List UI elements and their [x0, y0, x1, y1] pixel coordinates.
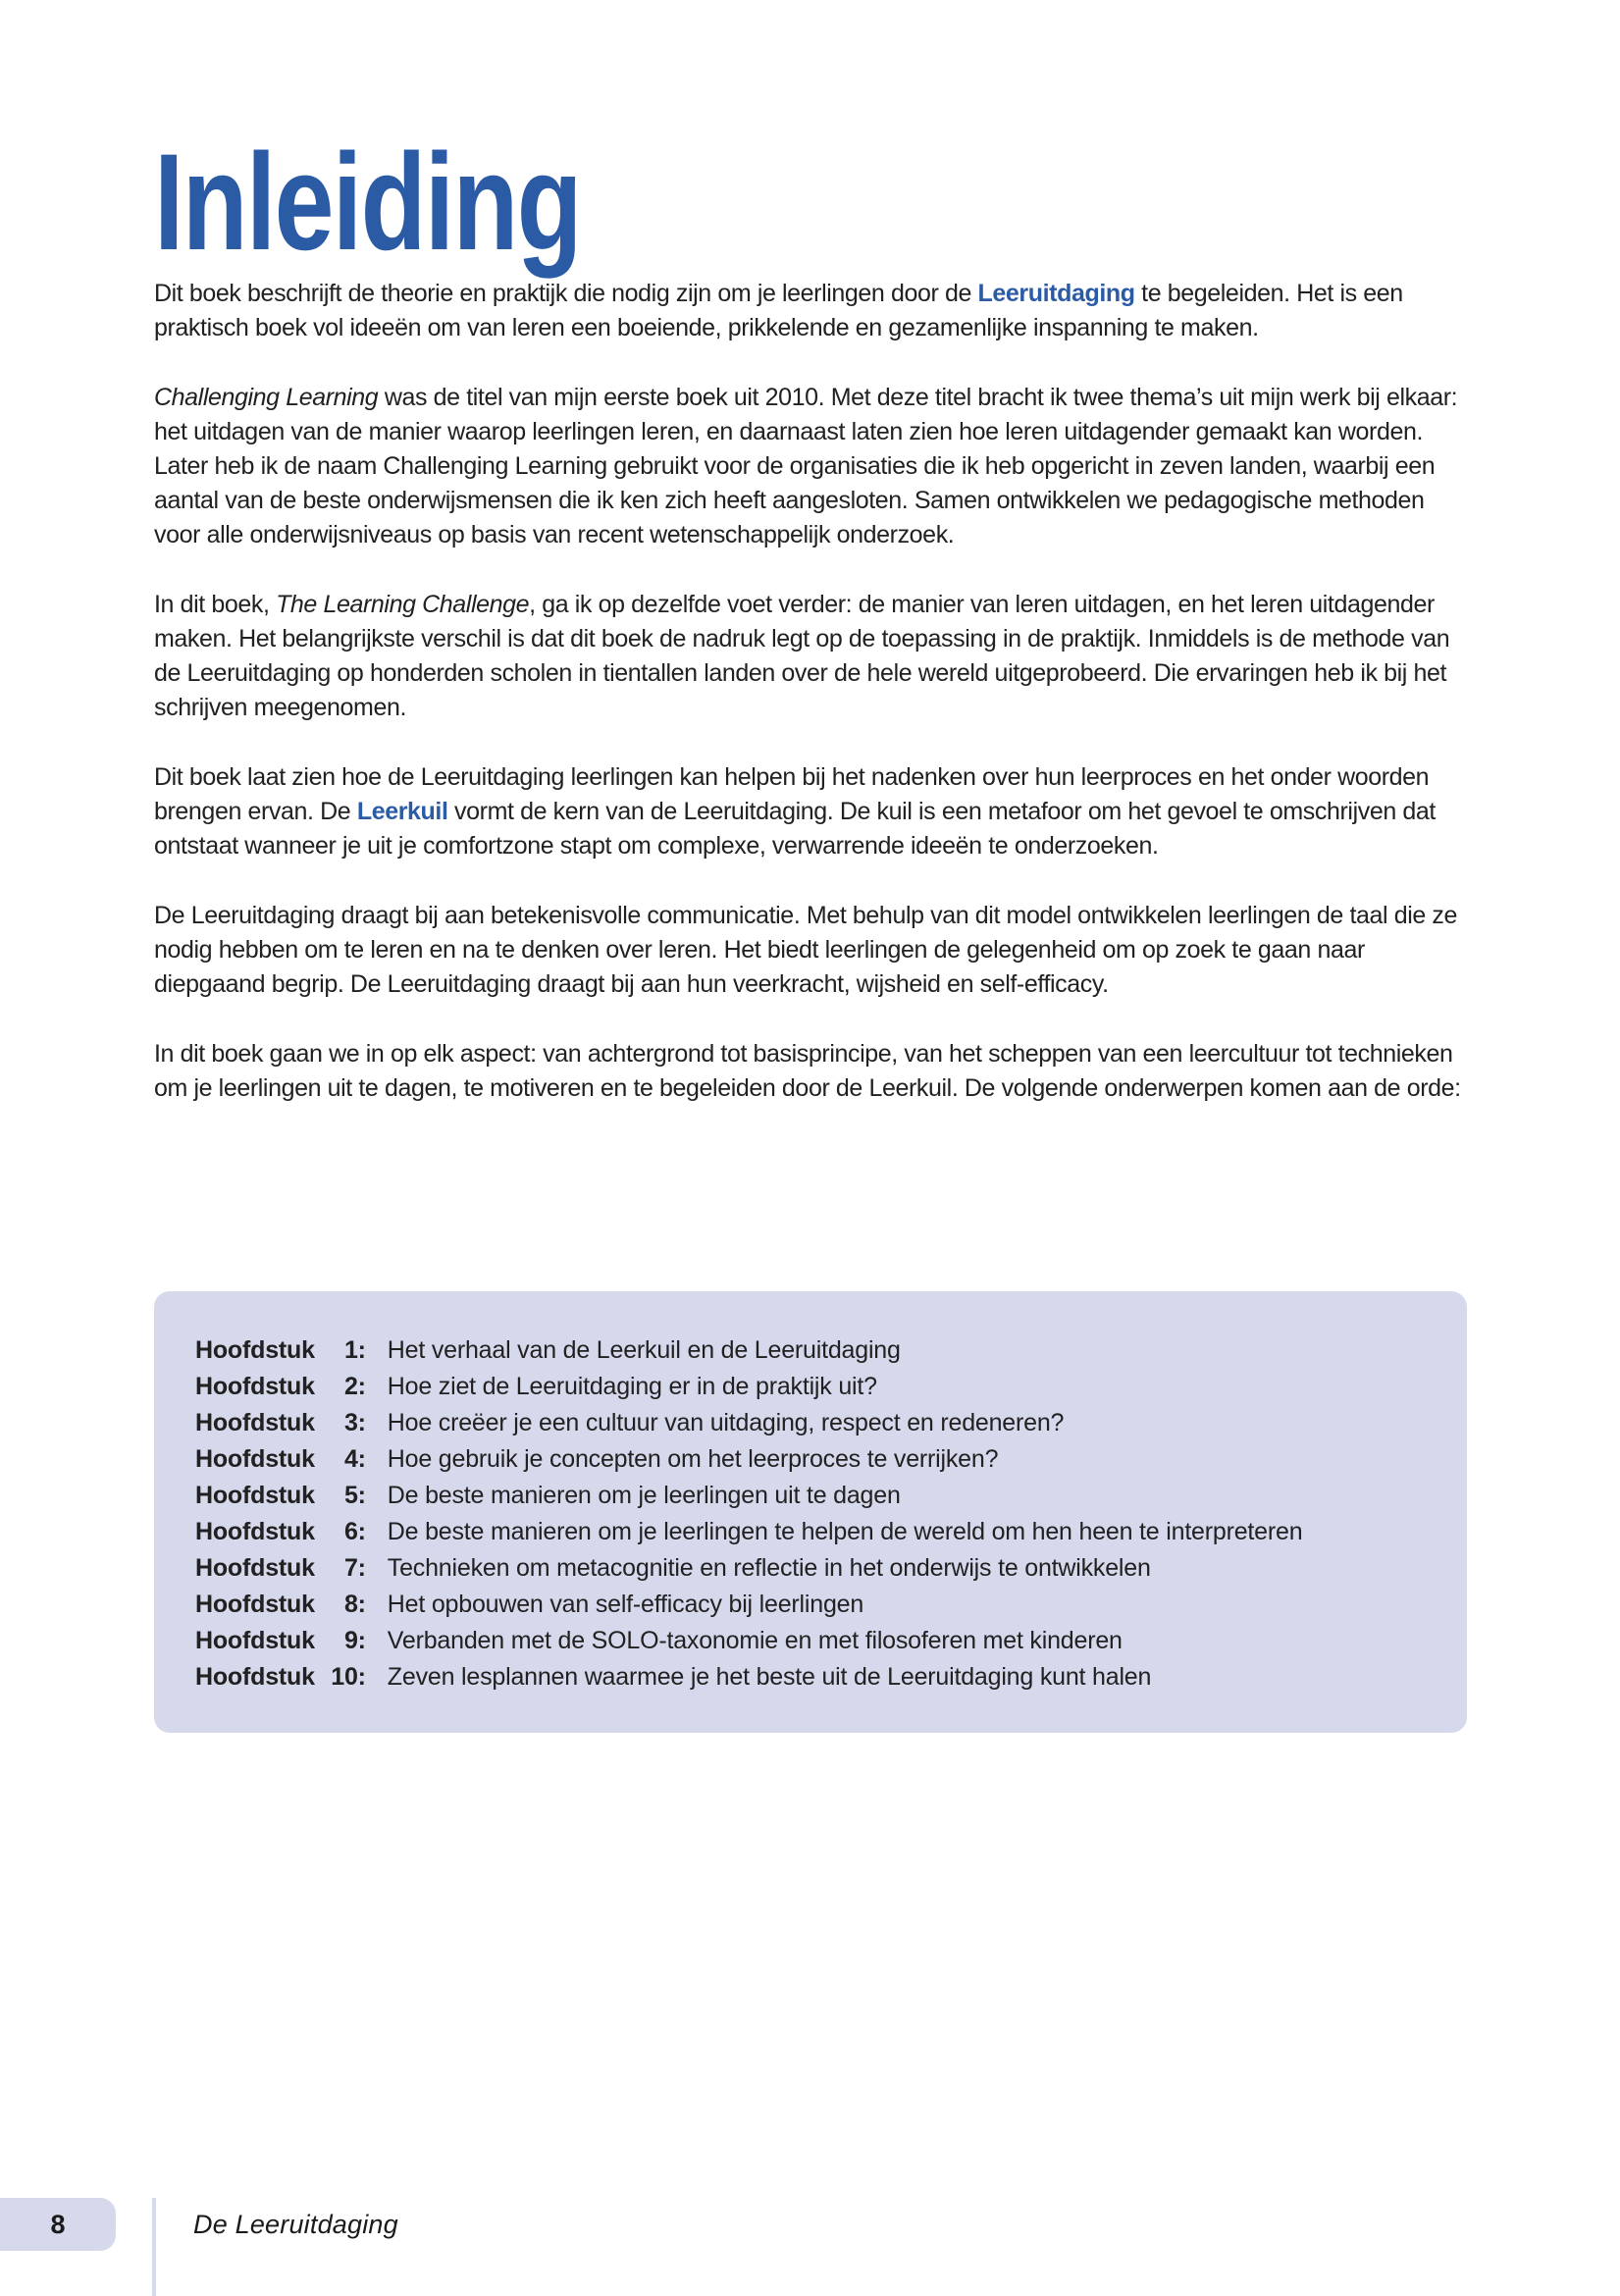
chapter-row: [195, 1405, 1437, 1441]
paragraph: In dit boek gaan we in op elk aspect: van achtergrond tot basisprincipe, van het scheppen van een leercultuur tot technieken om je leerlingen uit te dagen, te motiveren en te begeleiden door de Leerkuil. De volgende onderwerpen komen aan de orde:: [154, 1040, 1461, 1102]
chapter-title: Hoe creëer je een cultuur van uitdaging, respect en redeneren?: [387, 1409, 1065, 1436]
chapter-label: Hoofdstuk: [195, 1445, 315, 1473]
book-title-italic: Challenging Learning: [154, 384, 379, 411]
footer-book-title: De Leeruitdaging: [193, 2209, 398, 2239]
chapter-number: 9:: [343, 1627, 366, 1654]
chapter-title: Hoe gebruik je concepten om het leerproces te verrijken?: [387, 1445, 999, 1473]
chapter-title: De beste manieren om je leerlingen te helpen de wereld om hen heen te interpreteren: [387, 1518, 1303, 1545]
chapter-number: 2:: [343, 1373, 366, 1400]
chapter-title: Het opbouwen van self-efficacy bij leerlingen: [387, 1591, 864, 1618]
chapter-row: [195, 1478, 1437, 1514]
chapter-title: Technieken om metacognitie en reflectie in het onderwijs te ontwikkelen: [387, 1554, 1151, 1582]
paragraph-text: was de titel van mijn eerste boek uit 2010. Met deze titel bracht ik twee thema’s uit mijn werk bij elkaar: het uitdagen van de manier waarop leerlingen leren, en daarnaast laten zien hoe leren uitdagender gemaakt kan worden. Later heb ik de naam Challenging Learning gebruikt voor de organisaties die ik heb opgericht in zeven landen, waarbij een aantal van de beste onderwijsmensen die ik ken zich heeft aangesloten. Samen ontwikkelen we pedagogische methoden voor alle onderwijsniveaus op basis van recent wetenschappelijk onderzoek.: [154, 384, 1458, 548]
chapter-title: Hoe ziet de Leeruitdaging er in de praktijk uit?: [387, 1373, 877, 1400]
term-leeruitdaging: Leeruitdaging: [977, 280, 1135, 307]
page-number: 8: [50, 2209, 66, 2239]
chapter-title: De beste manieren om je leerlingen uit te dagen: [387, 1482, 901, 1509]
chapter-list-panel: [154, 1291, 1467, 1733]
chapter-row: [195, 1550, 1437, 1587]
term-leerkuil: Leerkuil: [356, 798, 448, 825]
chapter-label: Hoofdstuk: [195, 1336, 315, 1364]
chapter-label: Hoofdstuk: [195, 1591, 315, 1618]
paragraph: [154, 760, 1477, 863]
paragraph: De Leeruitdaging draagt bij aan betekenisvolle communicatie. Met behulp van dit model ontwikkelen leerlingen de taal die ze nodig hebben om te leren en na te denken over leren. Het biedt leerlingen de gelegenheid om op zoek te gaan naar diepgaand begrip. De Leeruitdaging draagt bij aan hun veerkracht, wijsheid en self-efficacy.: [154, 902, 1458, 998]
page-title: Inleiding: [154, 125, 581, 279]
paragraph-text: te begeleiden. Het is een praktisch boek vol ideeën om van leren een boeiende, prikkelende en gezamenlijke inspanning te maken.: [154, 280, 1403, 341]
book-title-italic: The Learning Challenge: [276, 591, 530, 618]
chapter-row: [195, 1369, 1437, 1405]
paragraph: [154, 381, 1477, 552]
chapter-label: Hoofdstuk: [195, 1554, 315, 1582]
chapter-label: Hoofdstuk: [195, 1409, 315, 1436]
paragraph-text: Dit boek beschrijft de theorie en praktijk die nodig zijn om je leerlingen door de: [154, 280, 978, 307]
chapter-number: 1:: [343, 1336, 366, 1364]
footer-divider: [152, 2198, 156, 2296]
paragraph-text: vormt de kern van de Leeruitdaging. De kuil is een metafoor om het gevoel te omschrijven dat ontstaat wanneer je uit je comfortzone stapt om complexe, verwarrende ideeën te onderzoeken.: [154, 798, 1436, 860]
body-text: [154, 277, 1477, 1141]
chapter-label: Hoofdstuk: [195, 1627, 315, 1654]
chapter-row: [195, 1587, 1437, 1623]
chapter-number: 5:: [343, 1482, 366, 1509]
paragraph-text: , ga ik op dezelfde voet verder: de manier van leren uitdagen, en het leren uitdagender maken. Het belangrijkste verschil is dat dit boek de nadruk legt op de toepassing in de praktijk. Inmiddels is de methode van de Leeruitdaging op honderden scholen in tientallen landen over de hele wereld uitgeprobeerd. Die ervaringen heb ik bij het schrijven meegenomen.: [154, 591, 1450, 721]
paragraph-text: In dit boek,: [154, 591, 277, 618]
chapter-number: 8:: [343, 1591, 366, 1618]
chapter-title: Zeven lesplannen waarmee je het beste uit de Leeruitdaging kunt halen: [387, 1663, 1152, 1691]
paragraph: [154, 277, 1477, 345]
chapter-number: 3:: [343, 1409, 366, 1436]
chapter-row: [195, 1623, 1437, 1659]
chapter-row: [195, 1659, 1437, 1696]
chapter-label: Hoofdstuk: [195, 1373, 315, 1400]
chapter-row: [195, 1514, 1437, 1550]
chapter-row: [195, 1441, 1437, 1478]
chapter-label: Hoofdstuk: [195, 1518, 315, 1545]
chapter-row: [195, 1332, 1437, 1369]
chapter-title: Verbanden met de SOLO-taxonomie en met filosoferen met kinderen: [387, 1627, 1123, 1654]
paragraph: [154, 588, 1477, 725]
chapter-number: 7:: [343, 1554, 366, 1582]
chapter-title: Het verhaal van de Leerkuil en de Leeruitdaging: [387, 1336, 901, 1364]
chapter-label: Hoofdstuk: [195, 1482, 315, 1509]
chapter-number: 4:: [343, 1445, 366, 1473]
chapter-label: Hoofdstuk: [195, 1663, 315, 1691]
chapter-number: 6:: [343, 1518, 366, 1545]
page-number-badge: [0, 2198, 116, 2251]
paragraph-text: Dit boek laat zien hoe de Leeruitdaging leerlingen kan helpen bij het nadenken over hun leerproces en het onder woorden brengen ervan. De: [154, 763, 1430, 825]
chapter-number: 10:: [331, 1663, 366, 1691]
